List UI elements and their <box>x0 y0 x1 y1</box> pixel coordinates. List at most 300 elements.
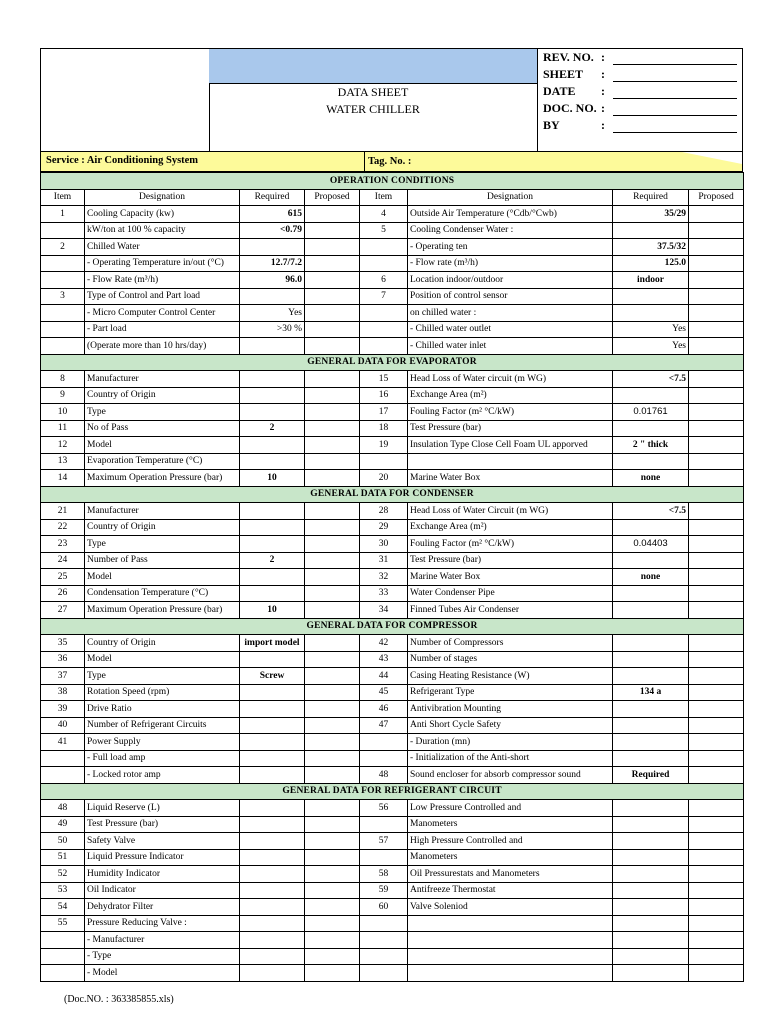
proposed-value[interactable] <box>305 569 360 586</box>
proposed-value[interactable] <box>305 437 360 454</box>
item-number: 14 <box>41 470 85 487</box>
proposed-value[interactable] <box>305 272 360 289</box>
item-number <box>41 948 85 965</box>
proposed-value[interactable] <box>689 717 744 734</box>
proposed-value[interactable] <box>305 899 360 916</box>
item-number: 31 <box>360 552 408 569</box>
proposed-value[interactable] <box>305 635 360 652</box>
proposed-value[interactable] <box>689 767 744 784</box>
proposed-value[interactable] <box>689 404 744 421</box>
table-row <box>41 800 744 817</box>
designation: Pressure Reducing Valve : <box>85 915 240 932</box>
item-number <box>360 750 408 767</box>
proposed-value[interactable] <box>305 305 360 322</box>
designation: Casing Heating Resistance (W) <box>408 668 613 685</box>
proposed-value[interactable] <box>305 371 360 388</box>
table-row <box>41 338 744 355</box>
table-row <box>41 965 744 982</box>
item-number: 13 <box>41 453 85 470</box>
item-number <box>360 321 408 338</box>
proposed-value[interactable] <box>305 420 360 437</box>
designation: - Chilled water outlet <box>408 321 613 338</box>
required-value <box>613 915 689 932</box>
proposed-value[interactable] <box>305 404 360 421</box>
proposed-value[interactable] <box>305 849 360 866</box>
table-row <box>41 222 744 239</box>
proposed-value[interactable] <box>689 239 744 256</box>
section-header <box>41 618 744 635</box>
table-row <box>41 437 744 454</box>
service-bar <box>40 152 743 172</box>
designation: (Operate more than 10 hrs/day) <box>85 338 240 355</box>
proposed-value[interactable] <box>689 668 744 685</box>
designation: Number of Compressors <box>408 635 613 652</box>
proposed-value[interactable] <box>305 800 360 817</box>
proposed-value[interactable] <box>305 602 360 619</box>
table-row <box>41 552 744 569</box>
proposed-value[interactable] <box>689 899 744 916</box>
proposed-value[interactable] <box>305 536 360 553</box>
item-number: 27 <box>41 602 85 619</box>
proposed-value[interactable] <box>689 470 744 487</box>
proposed-value[interactable] <box>305 684 360 701</box>
proposed-value[interactable] <box>689 552 744 569</box>
item-number: 28 <box>360 503 408 520</box>
data-sheet <box>40 48 743 982</box>
designation: Manufacturer <box>85 503 240 520</box>
required-value <box>240 684 305 701</box>
proposed-value[interactable] <box>305 453 360 470</box>
section-title: GENERAL DATA FOR EVAPORATOR <box>41 354 744 371</box>
required-value <box>240 734 305 751</box>
required-value: Yes <box>613 338 689 355</box>
item-number: 34 <box>360 602 408 619</box>
designation: Insulation Type Close Cell Foam UL apporved <box>408 437 613 454</box>
colon: : <box>601 67 605 81</box>
date-field[interactable] <box>613 85 737 99</box>
designation: Type <box>85 668 240 685</box>
proposed-value[interactable] <box>305 932 360 949</box>
item-number: 49 <box>41 816 85 833</box>
proposed-value[interactable] <box>305 321 360 338</box>
by-field[interactable] <box>613 119 737 133</box>
designation <box>408 915 613 932</box>
proposed-value[interactable] <box>305 503 360 520</box>
required-value <box>240 503 305 520</box>
proposed-value[interactable] <box>305 833 360 850</box>
item-number <box>41 321 85 338</box>
item-number: 44 <box>360 668 408 685</box>
proposed-value[interactable] <box>305 222 360 239</box>
item-number <box>41 750 85 767</box>
proposed-value[interactable] <box>689 948 744 965</box>
proposed-value[interactable] <box>689 387 744 404</box>
proposed-value[interactable] <box>689 288 744 305</box>
designation: - Flow rate (m³/h) <box>408 255 613 272</box>
designation: Test Pressure (bar) <box>408 420 613 437</box>
required-value: 96.0 <box>240 272 305 289</box>
footer-doc-number: (Doc.NO. : 363385855.xls) <box>64 994 174 1005</box>
designation: Test Pressure (bar) <box>408 552 613 569</box>
designation: Chilled Water <box>85 239 240 256</box>
table-row <box>41 272 744 289</box>
proposed-value[interactable] <box>305 882 360 899</box>
proposed-value[interactable] <box>689 965 744 982</box>
required-value <box>613 288 689 305</box>
section-title: GENERAL DATA FOR CONDENSER <box>41 486 744 503</box>
proposed-value[interactable] <box>689 602 744 619</box>
item-number: 11 <box>41 420 85 437</box>
item-number: 18 <box>360 420 408 437</box>
column-header: Proposed <box>305 189 360 206</box>
item-number: 20 <box>360 470 408 487</box>
item-number: 48 <box>41 800 85 817</box>
designation <box>408 453 613 470</box>
designation: Exchange Area (m²) <box>408 519 613 536</box>
designation: Type of Control and Part load <box>85 288 240 305</box>
table-row <box>41 602 744 619</box>
proposed-value[interactable] <box>305 948 360 965</box>
table-row <box>41 387 744 404</box>
item-number <box>41 932 85 949</box>
proposed-value[interactable] <box>689 321 744 338</box>
required-value <box>613 387 689 404</box>
required-value <box>240 717 305 734</box>
designation: Manometers <box>408 849 613 866</box>
colon: : <box>601 84 605 98</box>
required-value <box>240 536 305 553</box>
table-row <box>41 239 744 256</box>
proposed-value[interactable] <box>305 668 360 685</box>
item-number <box>360 932 408 949</box>
proposed-value[interactable] <box>305 470 360 487</box>
item-number <box>41 255 85 272</box>
designation: Model <box>85 651 240 668</box>
proposed-value[interactable] <box>305 519 360 536</box>
item-number: 36 <box>41 651 85 668</box>
proposed-value[interactable] <box>689 866 744 883</box>
proposed-value[interactable] <box>689 734 744 751</box>
proposed-value[interactable] <box>689 816 744 833</box>
proposed-value[interactable] <box>305 552 360 569</box>
designation: Drive Ratio <box>85 701 240 718</box>
proposed-value[interactable] <box>689 750 744 767</box>
rev-row <box>538 66 743 83</box>
designation: - Operating Temperature in/out (°C) <box>85 255 240 272</box>
title-block <box>209 83 537 152</box>
colon: : <box>601 101 605 115</box>
designation: - Model <box>85 965 240 982</box>
table-row <box>41 767 744 784</box>
proposed-value[interactable] <box>305 338 360 355</box>
proposed-value[interactable] <box>689 651 744 668</box>
proposed-value[interactable] <box>305 965 360 982</box>
required-value <box>613 552 689 569</box>
required-value: 125.0 <box>613 255 689 272</box>
designation: Model <box>85 569 240 586</box>
designation: Low Pressure Controlled and <box>408 800 613 817</box>
colon: : <box>601 118 605 132</box>
table-row <box>41 816 744 833</box>
required-value <box>613 305 689 322</box>
proposed-value[interactable] <box>689 800 744 817</box>
table-row <box>41 569 744 586</box>
proposed-value[interactable] <box>305 767 360 784</box>
item-number <box>360 239 408 256</box>
required-value <box>613 965 689 982</box>
required-value: 0.01761 <box>613 404 689 421</box>
required-value <box>613 717 689 734</box>
table-row <box>41 206 744 223</box>
proposed-value[interactable] <box>689 833 744 850</box>
column-header: Proposed <box>689 189 744 206</box>
proposed-value[interactable] <box>689 420 744 437</box>
proposed-value[interactable] <box>689 503 744 520</box>
proposed-value[interactable] <box>689 635 744 652</box>
item-number: 38 <box>41 684 85 701</box>
item-number: 37 <box>41 668 85 685</box>
proposed-value[interactable] <box>689 684 744 701</box>
required-value: none <box>613 470 689 487</box>
item-number: 29 <box>360 519 408 536</box>
designation: Outside Air Temperature (°Cdb/°Cwb) <box>408 206 613 223</box>
designation: Antivibration Mounting <box>408 701 613 718</box>
item-number: 15 <box>360 371 408 388</box>
designation: - Full load amp <box>85 750 240 767</box>
required-value <box>613 882 689 899</box>
proposed-value[interactable] <box>689 701 744 718</box>
proposed-value[interactable] <box>689 519 744 536</box>
required-value <box>613 519 689 536</box>
title-banner <box>209 49 537 84</box>
designation: Water Condenser Pipe <box>408 585 613 602</box>
designation: Humidity Indicator <box>85 866 240 883</box>
proposed-value[interactable] <box>305 866 360 883</box>
designation: kW/ton at 100 % capacity <box>85 222 240 239</box>
item-number: 45 <box>360 684 408 701</box>
required-value <box>613 833 689 850</box>
proposed-value[interactable] <box>689 536 744 553</box>
section-header <box>41 783 744 800</box>
table-row <box>41 635 744 652</box>
item-number <box>360 338 408 355</box>
item-number <box>41 305 85 322</box>
designation: Evaporation Temperature (°C) <box>85 453 240 470</box>
proposed-value[interactable] <box>689 255 744 272</box>
proposed-value[interactable] <box>689 222 744 239</box>
table-row <box>41 866 744 883</box>
proposed-value[interactable] <box>305 206 360 223</box>
item-number: 1 <box>41 206 85 223</box>
section-header <box>41 354 744 371</box>
proposed-value[interactable] <box>689 272 744 289</box>
required-value <box>613 800 689 817</box>
designation: - Part load <box>85 321 240 338</box>
required-value <box>240 338 305 355</box>
required-value <box>613 420 689 437</box>
required-value: <0.79 <box>240 222 305 239</box>
title-line-2: WATER CHILLER <box>326 102 420 116</box>
required-value: <7.5 <box>613 371 689 388</box>
designation <box>408 932 613 949</box>
designation: Antifreeze Thermostat <box>408 882 613 899</box>
item-number: 51 <box>41 849 85 866</box>
required-value <box>613 816 689 833</box>
designation: - Duration (mn) <box>408 734 613 751</box>
required-value <box>240 816 305 833</box>
proposed-value[interactable] <box>305 915 360 932</box>
doc-no-field[interactable] <box>613 102 737 116</box>
item-number: 55 <box>41 915 85 932</box>
item-number: 42 <box>360 635 408 652</box>
revision-block <box>537 49 743 151</box>
proposed-value[interactable] <box>689 569 744 586</box>
proposed-value[interactable] <box>305 701 360 718</box>
table-row <box>41 734 744 751</box>
proposed-value[interactable] <box>689 453 744 470</box>
designation: - Micro Computer Control Center <box>85 305 240 322</box>
required-value: 12.7/7.2 <box>240 255 305 272</box>
item-number: 40 <box>41 717 85 734</box>
proposed-value[interactable] <box>305 816 360 833</box>
required-value <box>613 701 689 718</box>
item-number: 26 <box>41 585 85 602</box>
rev-row <box>538 49 743 66</box>
designation: Exchange Area (m²) <box>408 387 613 404</box>
designation: Location indoor/outdoor <box>408 272 613 289</box>
proposed-value[interactable] <box>689 338 744 355</box>
designation: on chilled water : <box>408 305 613 322</box>
item-number: 7 <box>360 288 408 305</box>
item-number: 9 <box>41 387 85 404</box>
proposed-value[interactable] <box>689 371 744 388</box>
item-number <box>360 255 408 272</box>
proposed-value[interactable] <box>305 585 360 602</box>
sheet-field[interactable] <box>613 68 737 82</box>
designation: - Operating ten <box>408 239 613 256</box>
table-row <box>41 519 744 536</box>
required-value: Screw <box>240 668 305 685</box>
colon: : <box>601 50 605 64</box>
required-value <box>240 585 305 602</box>
item-number: 24 <box>41 552 85 569</box>
required-value <box>240 800 305 817</box>
designation: Oil Pressurestats and Manometers <box>408 866 613 883</box>
designation: Type <box>85 536 240 553</box>
item-number: 52 <box>41 866 85 883</box>
proposed-value[interactable] <box>305 717 360 734</box>
proposed-value[interactable] <box>305 651 360 668</box>
rev-row <box>538 100 743 117</box>
proposed-value[interactable] <box>305 239 360 256</box>
required-value: Yes <box>240 305 305 322</box>
required-value <box>613 849 689 866</box>
designation: - Manufacturer <box>85 932 240 949</box>
designation: Country of Origin <box>85 635 240 652</box>
designation: Head Loss of Water circuit (m WG) <box>408 371 613 388</box>
required-value <box>240 899 305 916</box>
proposed-value[interactable] <box>689 585 744 602</box>
required-value: 134 a <box>613 684 689 701</box>
designation: Model <box>85 437 240 454</box>
item-number: 22 <box>41 519 85 536</box>
designation: Refrigerant Type <box>408 684 613 701</box>
designation: Valve Soleniod <box>408 899 613 916</box>
item-number: 59 <box>360 882 408 899</box>
item-number <box>360 948 408 965</box>
proposed-value[interactable] <box>305 750 360 767</box>
item-number: 6 <box>360 272 408 289</box>
rev-no-field[interactable] <box>613 51 737 65</box>
required-value <box>613 932 689 949</box>
required-value <box>240 750 305 767</box>
required-value <box>613 585 689 602</box>
service-label: Service : Air Conditioning System <box>46 155 199 166</box>
spec-table <box>40 172 744 982</box>
proposed-value[interactable] <box>689 305 744 322</box>
proposed-value[interactable] <box>689 915 744 932</box>
designation: Maximum Operation Pressure (bar) <box>85 602 240 619</box>
column-header: Item <box>360 189 408 206</box>
section-header <box>41 173 744 190</box>
table-row <box>41 536 744 553</box>
required-value <box>240 288 305 305</box>
designation: Liquid Reserve (L) <box>85 800 240 817</box>
designation: Number of Refrigerant Circuits <box>85 717 240 734</box>
designation: Marine Water Box <box>408 569 613 586</box>
column-header-row <box>41 189 744 206</box>
proposed-value[interactable] <box>689 849 744 866</box>
required-value: 2 <box>240 420 305 437</box>
item-number: 2 <box>41 239 85 256</box>
required-value: 35/29 <box>613 206 689 223</box>
proposed-value[interactable] <box>305 387 360 404</box>
required-value <box>240 404 305 421</box>
proposed-value[interactable] <box>689 882 744 899</box>
required-value <box>240 767 305 784</box>
designation: Head Loss of Water Circuit (m WG) <box>408 503 613 520</box>
logo-box <box>41 49 210 151</box>
proposed-value[interactable] <box>689 437 744 454</box>
required-value <box>240 519 305 536</box>
designation: Oil Indicator <box>85 882 240 899</box>
proposed-value[interactable] <box>689 932 744 949</box>
required-value: 37.5/32 <box>613 239 689 256</box>
by-label: BY <box>543 118 560 132</box>
rev-row <box>538 117 743 134</box>
designation <box>408 948 613 965</box>
designation: Fouling Factor (m² °C/kW) <box>408 536 613 553</box>
designation: High Pressure Controlled and <box>408 833 613 850</box>
proposed-value[interactable] <box>689 206 744 223</box>
designation: Type <box>85 404 240 421</box>
required-value <box>240 651 305 668</box>
document-header <box>40 48 743 152</box>
required-value <box>240 437 305 454</box>
proposed-value[interactable] <box>305 255 360 272</box>
required-value: 615 <box>240 206 305 223</box>
proposed-value[interactable] <box>305 288 360 305</box>
table-row <box>41 321 744 338</box>
item-number: 47 <box>360 717 408 734</box>
required-value <box>240 239 305 256</box>
column-header: Designation <box>408 189 613 206</box>
proposed-value[interactable] <box>305 734 360 751</box>
required-value: Required <box>613 767 689 784</box>
item-number <box>360 453 408 470</box>
table-row <box>41 717 744 734</box>
required-value <box>240 569 305 586</box>
